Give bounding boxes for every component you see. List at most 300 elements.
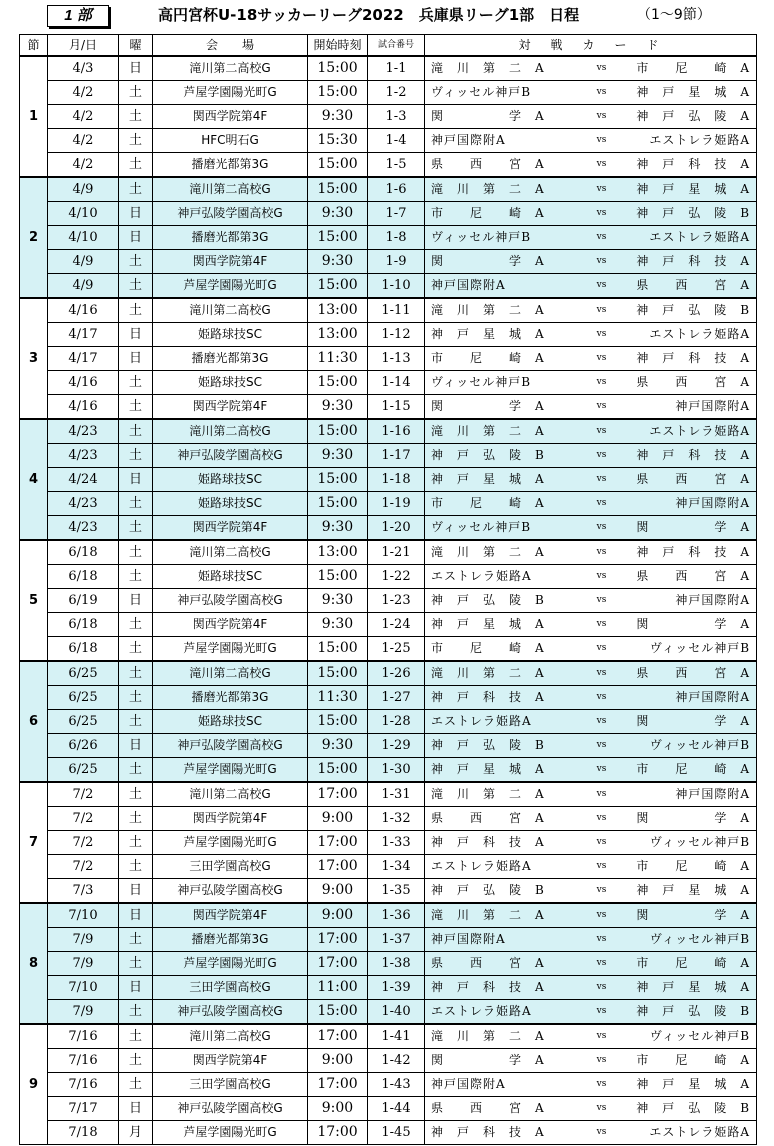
match-day: 日 — [119, 879, 153, 904]
match-number: 1-25 — [368, 637, 425, 662]
match-venue: 神戸弘陵学園高校G — [153, 879, 308, 904]
match-venue: 播磨光都第3G — [153, 928, 308, 952]
vs-label: vs — [575, 129, 629, 153]
table-row — [20, 613, 757, 637]
vs-label: vs — [575, 153, 629, 178]
table-row — [20, 419, 757, 444]
match-venue: 滝川第二高校G — [153, 419, 308, 444]
match-date: 7/2 — [48, 831, 119, 855]
match-date: 4/17 — [48, 347, 119, 371]
match-date: 7/10 — [48, 903, 119, 928]
match-time: 9:30 — [308, 516, 368, 541]
section-number: 6 — [20, 661, 48, 782]
match-number: 1-27 — [368, 686, 425, 710]
away-team: ヴィッセル神戸B — [629, 831, 757, 855]
away-team: 神 戸 科 技 A — [629, 153, 757, 178]
match-day: 土 — [119, 613, 153, 637]
away-team: 市 尼 崎 A — [629, 56, 757, 81]
vs-label: vs — [575, 274, 629, 299]
match-time: 13:00 — [308, 323, 368, 347]
away-team: 市 尼 崎 A — [629, 952, 757, 976]
division-badge: 1 部 — [47, 5, 109, 27]
home-team: 滝 川 第 二 A — [425, 298, 575, 323]
section-block — [20, 1024, 757, 1145]
match-date: 6/25 — [48, 661, 119, 686]
match-venue: 関西学院第4F — [153, 516, 308, 541]
match-day: 土 — [119, 419, 153, 444]
vs-label: vs — [575, 540, 629, 565]
vs-label: vs — [575, 782, 629, 807]
match-number: 1-8 — [368, 226, 425, 250]
match-day: 土 — [119, 1073, 153, 1097]
home-team: ヴィッセル神戸B — [425, 226, 575, 250]
home-team: 神戸国際附A — [425, 1073, 575, 1097]
match-time: 15:00 — [308, 758, 368, 783]
match-venue: 神戸弘陵学園高校G — [153, 734, 308, 758]
match-time: 17:00 — [308, 928, 368, 952]
match-date: 4/23 — [48, 492, 119, 516]
home-team: 神戸国際附A — [425, 274, 575, 299]
vs-label: vs — [575, 1024, 629, 1049]
col-header-venue: 会 場 — [153, 35, 308, 57]
match-day: 土 — [119, 516, 153, 541]
match-date: 4/9 — [48, 177, 119, 202]
match-number: 1-9 — [368, 250, 425, 274]
vs-label: vs — [575, 855, 629, 879]
match-venue: 神戸弘陵学園高校G — [153, 589, 308, 613]
match-venue: 関西学院第4F — [153, 1049, 308, 1073]
match-date: 7/9 — [48, 1000, 119, 1025]
home-team: ヴィッセル神戸B — [425, 516, 575, 541]
vs-label: vs — [575, 928, 629, 952]
match-time: 15:00 — [308, 177, 368, 202]
away-team: 神 戸 星 城 A — [629, 976, 757, 1000]
home-team: ヴィッセル神戸B — [425, 81, 575, 105]
match-venue: 姫路球技SC — [153, 371, 308, 395]
away-team: 市 尼 崎 A — [629, 1049, 757, 1073]
vs-label: vs — [575, 710, 629, 734]
match-time: 9:30 — [308, 202, 368, 226]
match-date: 7/9 — [48, 952, 119, 976]
match-time: 15:30 — [308, 129, 368, 153]
table-row — [20, 1000, 757, 1025]
match-date: 7/9 — [48, 928, 119, 952]
home-team: エストレラ姫路A — [425, 855, 575, 879]
away-team: エストレラ姫路A — [629, 419, 757, 444]
match-venue: 三田学園高校G — [153, 976, 308, 1000]
match-venue: 滝川第二高校G — [153, 1024, 308, 1049]
match-venue: 滝川第二高校G — [153, 298, 308, 323]
match-date: 4/24 — [48, 468, 119, 492]
home-team: 市 尼 崎 A — [425, 637, 575, 662]
match-date: 4/16 — [48, 395, 119, 420]
home-team: ヴィッセル神戸B — [425, 371, 575, 395]
match-day: 日 — [119, 468, 153, 492]
match-number: 1-40 — [368, 1000, 425, 1025]
section-number: 8 — [20, 903, 48, 1024]
match-venue: 滝川第二高校G — [153, 782, 308, 807]
home-team: 神 戸 弘 陵 B — [425, 879, 575, 904]
match-number: 1-33 — [368, 831, 425, 855]
vs-label: vs — [575, 758, 629, 783]
match-number: 1-43 — [368, 1073, 425, 1097]
table-row — [20, 807, 757, 831]
vs-label: vs — [575, 1000, 629, 1025]
away-team: 神 戸 星 城 A — [629, 879, 757, 904]
match-time: 17:00 — [308, 952, 368, 976]
away-team: 県 西 宮 A — [629, 565, 757, 589]
match-day: 日 — [119, 226, 153, 250]
table-row — [20, 1073, 757, 1097]
match-date: 4/16 — [48, 371, 119, 395]
away-team: 神戸国際附A — [629, 395, 757, 420]
match-date: 4/2 — [48, 81, 119, 105]
table-row — [20, 468, 757, 492]
home-team: 県 西 宮 A — [425, 153, 575, 178]
col-header-matchup: 対 戦 カ ー ド — [425, 35, 757, 57]
match-day: 土 — [119, 540, 153, 565]
home-team: 県 西 宮 A — [425, 952, 575, 976]
match-date: 6/18 — [48, 540, 119, 565]
home-team: 関 学 A — [425, 1049, 575, 1073]
match-date: 6/25 — [48, 686, 119, 710]
table-row — [20, 855, 757, 879]
match-number: 1-23 — [368, 589, 425, 613]
match-day: 土 — [119, 928, 153, 952]
table-row — [20, 202, 757, 226]
match-number: 1-2 — [368, 81, 425, 105]
match-number: 1-37 — [368, 928, 425, 952]
match-number: 1-20 — [368, 516, 425, 541]
match-day: 土 — [119, 686, 153, 710]
away-team: ヴィッセル神戸B — [629, 1024, 757, 1049]
match-day: 土 — [119, 444, 153, 468]
away-team: 神 戸 科 技 A — [629, 444, 757, 468]
col-header-section: 節 — [20, 35, 48, 57]
away-team: ヴィッセル神戸B — [629, 637, 757, 662]
vs-label: vs — [575, 879, 629, 904]
match-number: 1-41 — [368, 1024, 425, 1049]
home-team: 滝 川 第 二 A — [425, 661, 575, 686]
home-team: 市 尼 崎 A — [425, 492, 575, 516]
match-day: 日 — [119, 323, 153, 347]
schedule-table — [19, 34, 757, 1145]
match-date: 4/2 — [48, 105, 119, 129]
home-team: 滝 川 第 二 A — [425, 177, 575, 202]
table-row — [20, 516, 757, 541]
match-day: 土 — [119, 855, 153, 879]
match-date: 4/9 — [48, 250, 119, 274]
match-date: 6/19 — [48, 589, 119, 613]
section-number: 7 — [20, 782, 48, 903]
vs-label: vs — [575, 202, 629, 226]
match-day: 土 — [119, 637, 153, 662]
match-date: 4/23 — [48, 419, 119, 444]
vs-label: vs — [575, 903, 629, 928]
match-date: 4/2 — [48, 129, 119, 153]
match-date: 7/3 — [48, 879, 119, 904]
match-venue: 芦屋学園陽光町G — [153, 831, 308, 855]
page-title: 高円宮杯U-18サッカーリーグ2022 兵庫県リーグ1部 日程 — [158, 6, 580, 24]
section-number: 2 — [20, 177, 48, 298]
table-row — [20, 395, 757, 420]
match-day: 日 — [119, 56, 153, 81]
match-time: 9:00 — [308, 879, 368, 904]
match-date: 7/16 — [48, 1049, 119, 1073]
match-day: 土 — [119, 1000, 153, 1025]
match-number: 1-44 — [368, 1097, 425, 1121]
vs-label: vs — [575, 177, 629, 202]
match-date: 7/2 — [48, 855, 119, 879]
match-time: 15:00 — [308, 371, 368, 395]
match-venue: 芦屋学園陽光町G — [153, 637, 308, 662]
match-time: 15:00 — [308, 274, 368, 299]
table-row — [20, 710, 757, 734]
match-day: 日 — [119, 347, 153, 371]
home-team: 滝 川 第 二 A — [425, 56, 575, 81]
match-date: 4/16 — [48, 298, 119, 323]
home-team: 関 学 A — [425, 395, 575, 420]
away-team: 県 西 宮 A — [629, 274, 757, 299]
match-venue: 関西学院第4F — [153, 105, 308, 129]
match-number: 1-31 — [368, 782, 425, 807]
table-row — [20, 928, 757, 952]
match-day: 日 — [119, 1097, 153, 1121]
match-day: 日 — [119, 202, 153, 226]
match-number: 1-13 — [368, 347, 425, 371]
home-team: 神 戸 星 城 A — [425, 758, 575, 783]
match-number: 1-15 — [368, 395, 425, 420]
match-number: 1-4 — [368, 129, 425, 153]
home-team: 滝 川 第 二 A — [425, 782, 575, 807]
away-team: 県 西 宮 A — [629, 661, 757, 686]
home-team: 関 学 A — [425, 250, 575, 274]
match-number: 1-17 — [368, 444, 425, 468]
match-time: 15:00 — [308, 637, 368, 662]
vs-label: vs — [575, 371, 629, 395]
match-venue: 播磨光都第3G — [153, 226, 308, 250]
table-row — [20, 879, 757, 904]
col-header-match-no: 試合番号 — [368, 35, 425, 57]
match-venue: 関西学院第4F — [153, 395, 308, 420]
match-time: 17:00 — [308, 1024, 368, 1049]
table-row — [20, 81, 757, 105]
match-time: 9:30 — [308, 395, 368, 420]
match-day: 日 — [119, 734, 153, 758]
table-row — [20, 1049, 757, 1073]
match-number: 1-21 — [368, 540, 425, 565]
match-date: 4/10 — [48, 202, 119, 226]
match-date: 4/23 — [48, 516, 119, 541]
away-team: 神戸国際附A — [629, 686, 757, 710]
vs-label: vs — [575, 250, 629, 274]
match-time: 15:00 — [308, 710, 368, 734]
home-team: 市 尼 崎 A — [425, 347, 575, 371]
match-day: 土 — [119, 129, 153, 153]
table-row — [20, 589, 757, 613]
match-venue: 関西学院第4F — [153, 613, 308, 637]
vs-label: vs — [575, 976, 629, 1000]
section-number: 4 — [20, 419, 48, 540]
vs-label: vs — [575, 1073, 629, 1097]
match-day: 土 — [119, 274, 153, 299]
match-time: 15:00 — [308, 81, 368, 105]
vs-label: vs — [575, 807, 629, 831]
match-day: 土 — [119, 758, 153, 783]
match-venue: 姫路球技SC — [153, 710, 308, 734]
match-number: 1-5 — [368, 153, 425, 178]
match-date: 7/17 — [48, 1097, 119, 1121]
match-date: 7/16 — [48, 1073, 119, 1097]
home-team: 県 西 宮 A — [425, 807, 575, 831]
match-day: 土 — [119, 831, 153, 855]
match-venue: 播磨光都第3G — [153, 686, 308, 710]
match-venue: 関西学院第4F — [153, 903, 308, 928]
table-row — [20, 686, 757, 710]
match-time: 11:00 — [308, 976, 368, 1000]
match-time: 17:00 — [308, 831, 368, 855]
home-team: エストレラ姫路A — [425, 1000, 575, 1025]
match-number: 1-38 — [368, 952, 425, 976]
away-team: 関 学 A — [629, 613, 757, 637]
section-block — [20, 540, 757, 661]
section-block — [20, 56, 757, 177]
match-day: 土 — [119, 492, 153, 516]
match-day: 土 — [119, 1049, 153, 1073]
match-number: 1-35 — [368, 879, 425, 904]
match-day: 土 — [119, 81, 153, 105]
match-date: 6/18 — [48, 613, 119, 637]
table-row — [20, 734, 757, 758]
page-subtitle: （1～9節） — [637, 7, 711, 23]
vs-label: vs — [575, 468, 629, 492]
match-time: 9:30 — [308, 734, 368, 758]
table-row — [20, 1097, 757, 1121]
section-number: 5 — [20, 540, 48, 661]
match-venue: 姫路球技SC — [153, 492, 308, 516]
away-team: 県 西 宮 A — [629, 371, 757, 395]
match-number: 1-12 — [368, 323, 425, 347]
match-number: 1-10 — [368, 274, 425, 299]
match-number: 1-14 — [368, 371, 425, 395]
table-row — [20, 976, 757, 1000]
match-day: 月 — [119, 1121, 153, 1145]
match-date: 4/2 — [48, 153, 119, 178]
match-number: 1-28 — [368, 710, 425, 734]
match-date: 6/26 — [48, 734, 119, 758]
match-venue: 滝川第二高校G — [153, 661, 308, 686]
match-time: 9:30 — [308, 105, 368, 129]
home-team: 神 戸 星 城 A — [425, 613, 575, 637]
away-team: 神戸国際附A — [629, 782, 757, 807]
home-team: 神戸国際附A — [425, 928, 575, 952]
away-team: エストレラ姫路A — [629, 226, 757, 250]
table-row — [20, 1024, 757, 1049]
match-day: 日 — [119, 976, 153, 1000]
match-number: 1-16 — [368, 419, 425, 444]
match-number: 1-42 — [368, 1049, 425, 1073]
home-team: 県 西 宮 A — [425, 1097, 575, 1121]
vs-label: vs — [575, 298, 629, 323]
match-venue: 三田学園高校G — [153, 855, 308, 879]
match-venue: 三田学園高校G — [153, 1073, 308, 1097]
table-row — [20, 129, 757, 153]
match-date: 7/16 — [48, 1024, 119, 1049]
match-venue: 播磨光都第3G — [153, 153, 308, 178]
table-row — [20, 177, 757, 202]
match-venue: 芦屋学園陽光町G — [153, 274, 308, 299]
away-team: 関 学 A — [629, 903, 757, 928]
vs-label: vs — [575, 419, 629, 444]
table-row — [20, 250, 757, 274]
away-team: 関 学 A — [629, 516, 757, 541]
table-row — [20, 952, 757, 976]
vs-label: vs — [575, 226, 629, 250]
away-team: ヴィッセル神戸B — [629, 734, 757, 758]
vs-label: vs — [575, 565, 629, 589]
away-team: 関 学 A — [629, 710, 757, 734]
vs-label: vs — [575, 1049, 629, 1073]
match-time: 15:00 — [308, 661, 368, 686]
match-venue: 神戸弘陵学園高校G — [153, 1097, 308, 1121]
match-time: 15:00 — [308, 492, 368, 516]
match-number: 1-29 — [368, 734, 425, 758]
table-row — [20, 565, 757, 589]
home-team: 神 戸 科 技 A — [425, 1121, 575, 1145]
match-day: 土 — [119, 952, 153, 976]
match-number: 1-6 — [368, 177, 425, 202]
match-day: 土 — [119, 298, 153, 323]
match-venue: 芦屋学園陽光町G — [153, 81, 308, 105]
match-venue: 滝川第二高校G — [153, 56, 308, 81]
away-team: 神戸国際附A — [629, 589, 757, 613]
home-team: 神戸国際附A — [425, 129, 575, 153]
match-number: 1-18 — [368, 468, 425, 492]
vs-label: vs — [575, 347, 629, 371]
away-team: 神 戸 弘 陵 B — [629, 1097, 757, 1121]
match-venue: 関西学院第4F — [153, 807, 308, 831]
match-venue: 関西学院第4F — [153, 250, 308, 274]
match-venue: 姫路球技SC — [153, 565, 308, 589]
match-day: 土 — [119, 710, 153, 734]
away-team: 市 尼 崎 A — [629, 758, 757, 783]
away-team: 神 戸 星 城 A — [629, 177, 757, 202]
match-time: 15:00 — [308, 419, 368, 444]
match-venue: 神戸弘陵学園高校G — [153, 444, 308, 468]
match-time: 11:30 — [308, 686, 368, 710]
vs-label: vs — [575, 734, 629, 758]
section-block — [20, 298, 757, 419]
vs-label: vs — [575, 516, 629, 541]
table-row — [20, 540, 757, 565]
match-time: 13:00 — [308, 298, 368, 323]
match-day: 土 — [119, 395, 153, 420]
away-team: エストレラ姫路A — [629, 1121, 757, 1145]
match-venue: 播磨光都第3G — [153, 347, 308, 371]
vs-label: vs — [575, 105, 629, 129]
match-venue: 滝川第二高校G — [153, 177, 308, 202]
col-header-day: 曜 — [119, 35, 153, 57]
match-date: 7/2 — [48, 807, 119, 831]
home-team: 関 学 A — [425, 105, 575, 129]
match-date: 6/25 — [48, 710, 119, 734]
match-number: 1-26 — [368, 661, 425, 686]
vs-label: vs — [575, 589, 629, 613]
match-day: 土 — [119, 153, 153, 178]
match-day: 土 — [119, 807, 153, 831]
vs-label: vs — [575, 661, 629, 686]
table-row — [20, 105, 757, 129]
